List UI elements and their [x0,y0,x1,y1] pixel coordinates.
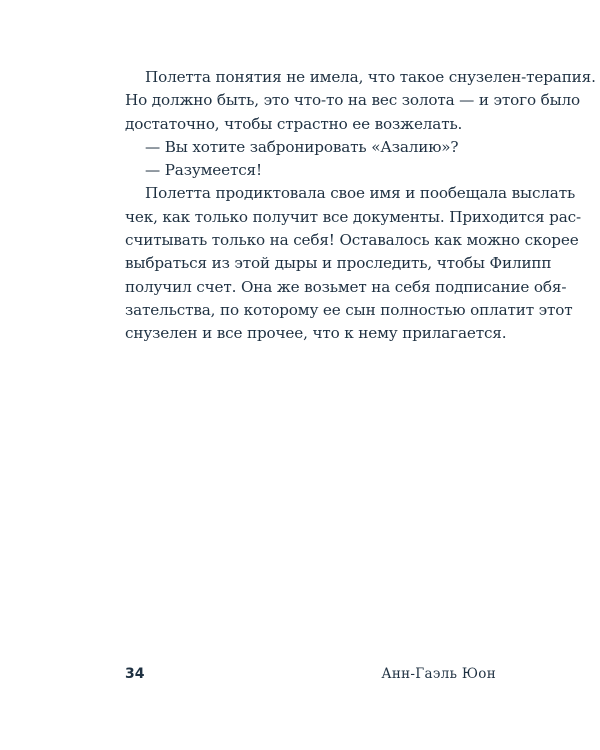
text-line: получил счет. Она же возьмет на себя подписание обя- [125,277,567,296]
body-text [125,66,596,346]
text-line: достаточно, чтобы страстно ее возжелать. [125,114,463,133]
page-number: 34 [125,666,145,682]
text-line: снузелен и все прочее, что к нему прилагается. [125,324,507,343]
running-author: Анн-Гаэль Юон [381,666,496,682]
text-line: Но должно быть, это что-то на вес золота — и этого было [125,91,581,110]
text-line: выбраться из этой дыры и проследить, чтобы Филипп [125,254,552,273]
text-line: зательства, по которому ее сын полностью оплатит этот [125,300,573,319]
text-line: Полетта продиктовала свое имя и пообещала выслать [145,184,576,203]
dialogue-line: — Разумеется! [145,161,262,180]
text-line: считывать только на себя! Оставалось как можно скорее [125,231,579,250]
dialogue-line: — Вы хотите забронировать «Азалию»? [145,137,459,156]
text-line: Полетта понятия не имела, что такое снузелен-терапия. [145,68,596,86]
text-line: чек, как только получит все документы. Приходится рас- [125,207,581,226]
